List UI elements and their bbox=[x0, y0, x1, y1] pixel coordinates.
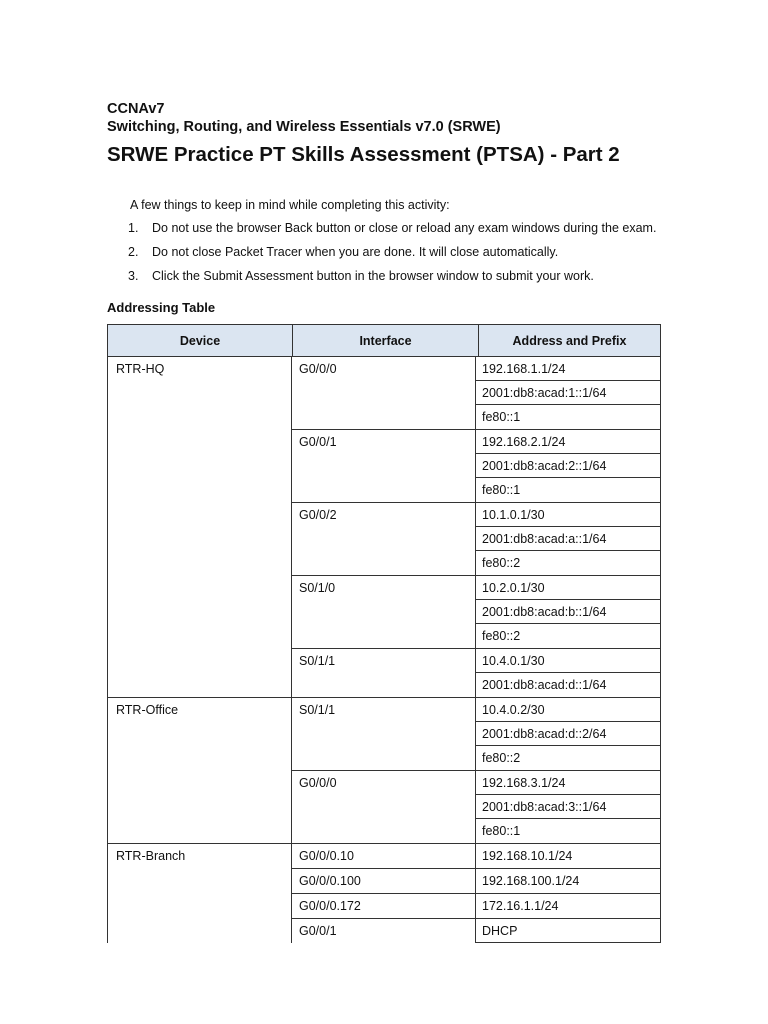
address-cell: fe80::2 bbox=[482, 629, 521, 643]
device-group bbox=[107, 844, 661, 943]
course-code: CCNAv7 bbox=[107, 101, 165, 117]
header-address: Address and Prefix bbox=[512, 333, 627, 348]
page-title: SRWE Practice PT Skills Assessment (PTSA) - Part 2 bbox=[107, 143, 620, 166]
table-row bbox=[292, 919, 660, 943]
address-cell: 2001:db8:acad:a::1/64 bbox=[476, 527, 660, 551]
list-item-text: Click the Submit Assessment button in the browser window to submit your work. bbox=[152, 269, 594, 283]
table-body bbox=[107, 357, 661, 943]
address-cell: fe80::2 bbox=[482, 751, 521, 765]
interface-cell: S0/1/1 bbox=[292, 698, 476, 770]
table-row bbox=[292, 894, 660, 919]
notes-list bbox=[128, 220, 656, 292]
table-row bbox=[292, 698, 660, 771]
address-cell: 192.168.3.1/24 bbox=[476, 771, 660, 795]
address-cell: fe80::1 bbox=[482, 483, 521, 497]
table-row bbox=[292, 503, 660, 576]
address-cell: 192.168.2.1/24 bbox=[476, 430, 660, 454]
table-row bbox=[292, 357, 660, 430]
interface-cell: G0/0/0.10 bbox=[292, 844, 476, 868]
interface-cell: G0/0/0 bbox=[292, 771, 476, 843]
header-interface: Interface bbox=[293, 325, 479, 356]
table-row bbox=[292, 844, 660, 869]
interface-cell: G0/0/0.172 bbox=[292, 894, 476, 918]
list-item bbox=[128, 268, 656, 292]
list-item-text: Do not close Packet Tracer when you are done. It will close automatically. bbox=[152, 245, 559, 259]
address-cell: 10.2.0.1/30 bbox=[476, 576, 660, 600]
table-row bbox=[292, 649, 660, 697]
interface-cell: G0/0/1 bbox=[292, 919, 476, 943]
interface-cell: G0/0/0.100 bbox=[292, 869, 476, 893]
device-group bbox=[107, 357, 661, 698]
interface-cell: G0/0/2 bbox=[292, 503, 476, 575]
address-cell: 192.168.1.1/24 bbox=[476, 357, 660, 381]
address-cell: 10.1.0.1/30 bbox=[476, 503, 660, 527]
list-item bbox=[128, 244, 656, 268]
table-row bbox=[292, 430, 660, 503]
address-cell: 2001:db8:acad:d::2/64 bbox=[476, 722, 660, 746]
address-cell: fe80::1 bbox=[482, 824, 521, 838]
address-cell: fe80::1 bbox=[482, 410, 521, 424]
device-cell: RTR-Branch bbox=[108, 844, 292, 943]
list-item-number: 2. bbox=[128, 245, 139, 259]
address-cell: 192.168.100.1/24 bbox=[482, 874, 580, 888]
course-heading bbox=[107, 100, 501, 136]
section-title: Addressing Table bbox=[107, 300, 216, 315]
address-cell: DHCP bbox=[476, 919, 660, 943]
device-cell: RTR-HQ bbox=[108, 357, 292, 697]
interface-cell: G0/0/0 bbox=[292, 357, 476, 429]
list-item-text: Do not use the browser Back button or close or reload any exam windows during the exam. bbox=[152, 221, 657, 235]
table-row bbox=[292, 576, 660, 649]
course-name: Switching, Routing, and Wireless Essentials v7.0 (SRWE) bbox=[107, 119, 501, 135]
address-cell: 2001:db8:acad:3::1/64 bbox=[476, 795, 660, 819]
address-cell: 172.16.1.1/24 bbox=[482, 899, 559, 913]
header-device: Device bbox=[108, 325, 293, 356]
interface-cell: S0/1/1 bbox=[292, 649, 476, 697]
address-cell: 2001:db8:acad:b::1/64 bbox=[476, 600, 660, 624]
address-cell: 2001:db8:acad:d::1/64 bbox=[482, 678, 607, 692]
table-row bbox=[292, 869, 660, 894]
table-row bbox=[292, 771, 660, 843]
interface-cell: G0/0/1 bbox=[292, 430, 476, 502]
interface-cell: S0/1/0 bbox=[292, 576, 476, 648]
address-cell: 192.168.10.1/24 bbox=[482, 849, 573, 863]
list-item-number: 1. bbox=[128, 221, 139, 235]
address-cell: 10.4.0.1/30 bbox=[476, 649, 660, 673]
table-header-row bbox=[107, 324, 661, 357]
address-cell: 10.4.0.2/30 bbox=[476, 698, 660, 722]
addressing-table bbox=[107, 324, 661, 943]
device-cell: RTR-Office bbox=[108, 698, 292, 843]
list-item-number: 3. bbox=[128, 269, 139, 283]
device-group bbox=[107, 698, 661, 844]
address-cell: 2001:db8:acad:1::1/64 bbox=[476, 381, 660, 405]
list-item bbox=[128, 220, 656, 244]
intro-text: A few things to keep in mind while completing this activity: bbox=[130, 198, 450, 212]
address-cell: fe80::2 bbox=[482, 556, 521, 570]
address-cell: 2001:db8:acad:2::1/64 bbox=[476, 454, 660, 478]
